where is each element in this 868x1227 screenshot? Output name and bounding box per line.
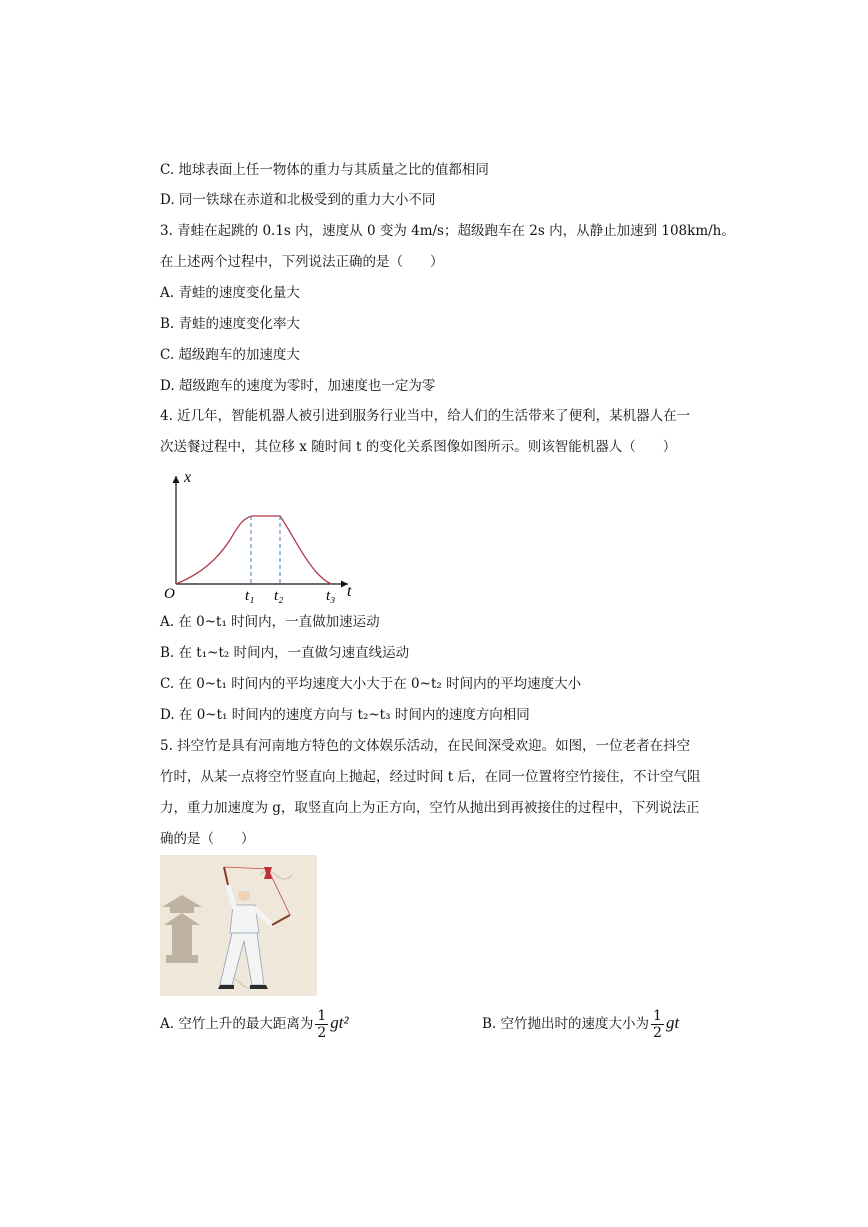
text-line-q3ob: B. 青蛙的速度变化率大 xyxy=(160,316,301,332)
text-line-q2c: C. 地球表面上任一物体的重力与其质量之比的值都相同 xyxy=(160,162,489,178)
text-line-q5c: 力，重力加速度为 g，取竖直向上为正方向，空竹从抛出到再被接住的过程中，下列说法正 xyxy=(160,800,700,816)
q5-option-b-expr: gt xyxy=(665,1013,680,1032)
text-line-q5b: 竹时，从某一点将空竹竖直向上抛起，经过时间 t 后，在同一位置将空竹接住，不计空气阻 xyxy=(160,769,701,785)
text-line-q4ob: B. 在 t₁~t₂ 时间内，一直做匀速直线运动 xyxy=(160,645,410,661)
displacement-curve xyxy=(176,516,332,584)
text-line-q4b: 次送餐过程中，其位移 x 随时间 t 的变化关系图像如图所示。则该智能机器人（ ） xyxy=(160,439,677,455)
text-line-q4oa: A. 在 0~t₁ 时间内，一直做加速运动 xyxy=(160,614,380,630)
y-axis-label: x xyxy=(184,469,192,486)
diabolo-illustration xyxy=(160,855,317,996)
q5-option-a-expr: gt² xyxy=(330,1013,349,1032)
t3-label: t₃ xyxy=(326,588,336,604)
x-axis-label: t xyxy=(347,583,352,600)
text-line-q5d: 确的是（ ） xyxy=(160,831,255,847)
text-line-q4od: D. 在 0~t₁ 时间内的速度方向与 t₂~t₃ 时间内的速度方向相同 xyxy=(160,707,530,723)
text-line-q3oa: A. 青蛙的速度变化量大 xyxy=(160,285,300,301)
q5-option-a-text: A. 空竹上升的最大距离为 xyxy=(160,1016,314,1032)
text-line-q4oc: C. 在 0~t₁ 时间内的平均速度大小大于在 0~t₂ 时间内的平均速度大小 xyxy=(160,676,582,692)
origin-label: O xyxy=(164,586,175,602)
q5-option-b-text: B. 空竹抛出时的速度大小为 xyxy=(482,1016,650,1032)
x-t-graph xyxy=(158,468,358,608)
text-line-q4a: 4. 近几年，智能机器人被引进到服务行业当中，给人们的生活带来了便利，某机器人在一 xyxy=(160,408,691,424)
text-line-q3b: 在上述两个过程中，下列说法正确的是（ ） xyxy=(160,254,444,270)
text-line-q3oc: C. 超级跑车的加速度大 xyxy=(160,347,300,363)
fraction: $\frac{1}{2}$ xyxy=(317,1008,327,1041)
text-line-q3a: 3. 青蛙在起跳的 0.1s 内，速度从 0 变为 4m/s；超级跑车在 2s 内，从静止加速到 108km/h。 xyxy=(160,223,735,239)
t2-label: t₂ xyxy=(274,588,284,604)
q5-option-b xyxy=(482,1008,679,1041)
text-line-q2d: D. 同一铁球在赤道和北极受到的重力大小不同 xyxy=(160,192,436,208)
text-line-q3od: D. 超级跑车的速度为零时，加速度也一定为零 xyxy=(160,378,436,394)
fraction: $\frac{1}{2}$ xyxy=(653,1008,662,1041)
t1-label: t₁ xyxy=(245,588,255,604)
text-line-q5a: 5. 抖空竹是具有河南地方特色的文体娱乐活动，在民间深受欢迎。如图，一位老者在抖空 xyxy=(160,738,691,754)
q5-option-a xyxy=(160,1008,349,1041)
